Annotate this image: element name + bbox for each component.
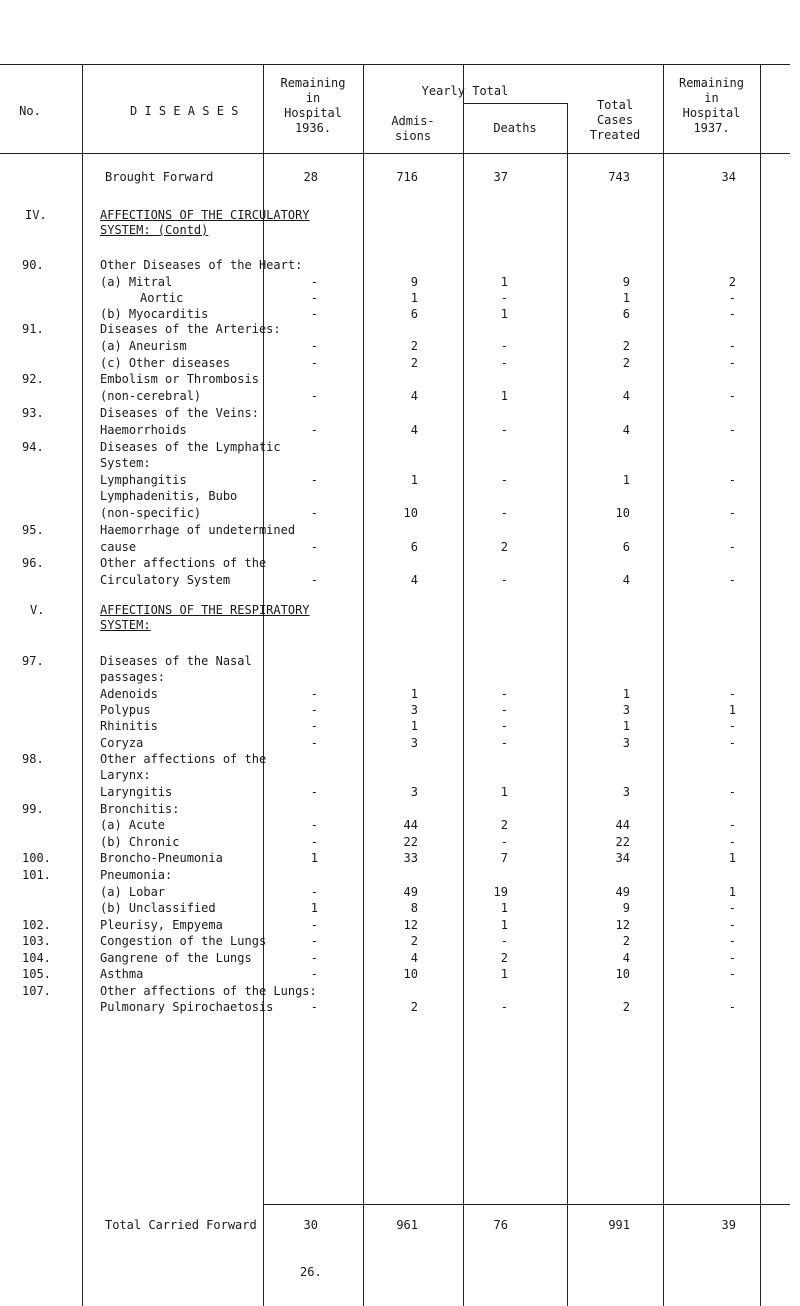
section-title: AFFECTIONS OF THE CIRCULATORY — [100, 208, 310, 222]
disease-value-col-4: 22 — [615, 835, 630, 849]
header-yearly-total: Yearly Total — [421, 84, 509, 98]
brought-forward-value-col-1: 28 — [303, 170, 318, 184]
disease-value-col-4: 1 — [622, 291, 630, 305]
col-divider-3 — [463, 64, 464, 1306]
disease-value-col-5: - — [728, 573, 736, 587]
disease-value-col-3: - — [500, 506, 508, 520]
row-number: 101. — [22, 868, 51, 882]
disease-label: Lymphangitis — [100, 473, 187, 487]
row-number: 104. — [22, 951, 51, 965]
disease-value-col-4: 2 — [622, 1000, 630, 1014]
disease-value-col-1: - — [310, 703, 318, 717]
disease-value-col-1: - — [310, 307, 318, 321]
disease-value-col-1: - — [310, 687, 318, 701]
disease-label: (b) Myocarditis — [100, 307, 209, 321]
disease-label: Rhinitis — [100, 719, 158, 733]
col-divider-1 — [82, 64, 83, 1306]
disease-label: (a) Aneurism — [100, 339, 187, 353]
disease-value-col-2: 3 — [410, 736, 418, 750]
disease-value-col-3: - — [500, 1000, 508, 1014]
section-subtitle: SYSTEM: — [100, 618, 151, 632]
page-number: 26. — [300, 1265, 322, 1279]
disease-value-col-1: - — [310, 719, 318, 733]
disease-label: Pneumonia: — [100, 868, 173, 882]
disease-value-col-2: 2 — [410, 356, 418, 370]
carried-forward-value-col-1: 30 — [303, 1218, 318, 1232]
disease-value-col-5: - — [728, 473, 736, 487]
disease-value-col-5: - — [728, 934, 736, 948]
disease-value-col-4: 4 — [622, 389, 630, 403]
disease-label: Bronchitis: — [100, 802, 180, 816]
header-total-cases-line: Cases — [596, 113, 634, 127]
row-number: 102. — [22, 918, 51, 932]
disease-value-col-1: - — [310, 473, 318, 487]
disease-value-col-1: - — [310, 339, 318, 353]
disease-value-col-2: 3 — [410, 703, 418, 717]
header-total-cases — [567, 98, 663, 143]
row-number: 90. — [22, 258, 44, 272]
disease-value-col-1: - — [310, 506, 318, 520]
disease-value-col-5: - — [728, 1000, 736, 1014]
disease-label: Diseases of the Lymphatic — [100, 440, 281, 454]
disease-value-col-1: - — [310, 291, 318, 305]
disease-label: Haemorrhage of undetermined — [100, 523, 296, 537]
disease-value-col-3: - — [500, 291, 508, 305]
section-number: IV. — [25, 208, 47, 222]
row-number: 95. — [22, 523, 44, 537]
disease-value-col-3: 19 — [493, 885, 508, 899]
header-remaining-1936-line: 1936. — [294, 121, 332, 135]
disease-label: Circulatory System — [100, 573, 231, 587]
disease-label: Other affections of the — [100, 556, 267, 570]
col-divider-5 — [363, 64, 364, 1306]
table-top-border — [0, 64, 790, 65]
disease-value-col-4: 2 — [622, 339, 630, 353]
row-number: 96. — [22, 556, 44, 570]
disease-value-col-1: - — [310, 818, 318, 832]
disease-value-col-3: 2 — [500, 818, 508, 832]
disease-value-col-2: 10 — [403, 506, 418, 520]
disease-value-col-2: 2 — [410, 934, 418, 948]
disease-value-col-4: 4 — [622, 573, 630, 587]
disease-value-col-2: 2 — [410, 339, 418, 353]
disease-label: Diseases of the Nasal — [100, 654, 252, 668]
disease-value-col-4: 1 — [622, 473, 630, 487]
disease-value-col-1: - — [310, 389, 318, 403]
header-remaining-1937-line: Hospital — [682, 106, 741, 120]
disease-value-col-3: - — [500, 719, 508, 733]
disease-label: (a) Mitral — [100, 275, 173, 289]
header-admissions-line: sions — [394, 129, 432, 143]
row-number: 97. — [22, 654, 44, 668]
row-number: 93. — [22, 406, 44, 420]
disease-value-col-1: - — [310, 785, 318, 799]
disease-value-col-1: - — [310, 573, 318, 587]
header-deaths: Deaths — [493, 121, 537, 135]
disease-value-col-5: - — [728, 307, 736, 321]
header-remaining-1936-line: Remaining — [280, 76, 346, 90]
disease-label: Haemorrhoids — [100, 423, 187, 437]
header-total-cases-line: Total — [596, 98, 634, 112]
disease-value-col-4: 3 — [622, 703, 630, 717]
disease-label: Lymphadenitis, Bubo — [100, 489, 238, 503]
section-subtitle: SYSTEM: (Contd) — [100, 223, 209, 237]
disease-label: (a) Lobar — [100, 885, 166, 899]
disease-value-col-5: - — [728, 719, 736, 733]
header-bottom-border — [0, 153, 790, 154]
col-divider-2 — [263, 64, 264, 1306]
disease-label: Diseases of the Veins: — [100, 406, 259, 420]
disease-value-col-4: 34 — [615, 851, 630, 865]
disease-value-col-3: 2 — [500, 951, 508, 965]
header-no: No. — [19, 104, 41, 118]
disease-value-col-5: - — [728, 389, 736, 403]
disease-value-col-4: 6 — [622, 540, 630, 554]
disease-value-col-3: 1 — [500, 785, 508, 799]
disease-value-col-5: - — [728, 835, 736, 849]
disease-value-col-2: 33 — [403, 851, 418, 865]
disease-value-col-5: - — [728, 506, 736, 520]
disease-value-col-4: 4 — [622, 951, 630, 965]
disease-value-col-3: 7 — [500, 851, 508, 865]
disease-value-col-1: - — [310, 918, 318, 932]
disease-value-col-4: 1 — [622, 719, 630, 733]
disease-value-col-4: 6 — [622, 307, 630, 321]
row-number: 92. — [22, 372, 44, 386]
disease-value-col-1: - — [310, 951, 318, 965]
disease-label: Diseases of the Arteries: — [100, 322, 281, 336]
header-admissions-line: Admis- — [391, 114, 435, 128]
section-number: V. — [30, 603, 45, 617]
disease-value-col-5: - — [728, 540, 736, 554]
row-number: 91. — [22, 322, 44, 336]
header-remaining-1937-line: 1937. — [693, 121, 730, 135]
row-number: 103. — [22, 934, 51, 948]
disease-value-col-1: 1 — [310, 901, 318, 915]
carried-forward-value-col-4: 991 — [608, 1218, 630, 1232]
disease-label: Broncho-Pneumonia — [100, 851, 223, 865]
disease-label: Coryza — [100, 736, 144, 750]
disease-value-col-5: - — [728, 339, 736, 353]
disease-value-col-4: 2 — [622, 934, 630, 948]
header-remaining-1937-line: Remaining — [678, 76, 745, 90]
disease-value-col-2: 6 — [410, 540, 418, 554]
disease-value-col-4: 10 — [615, 506, 630, 520]
disease-value-col-2: 10 — [403, 967, 418, 981]
disease-value-col-2: 4 — [410, 951, 418, 965]
disease-value-col-4: 12 — [615, 918, 630, 932]
carried-forward-label: Total Carried Forward — [105, 1218, 257, 1232]
disease-label: Pulmonary Spirochaetosis — [100, 1000, 274, 1014]
disease-value-col-5: 1 — [728, 703, 736, 717]
disease-value-col-3: - — [500, 473, 508, 487]
disease-value-col-2: 9 — [410, 275, 418, 289]
row-number: 98. — [22, 752, 44, 766]
disease-value-col-3: - — [500, 835, 508, 849]
disease-value-col-2: 4 — [410, 573, 418, 587]
disease-value-col-5: - — [728, 736, 736, 750]
brought-forward-value-col-5: 34 — [721, 170, 736, 184]
disease-value-col-1: - — [310, 835, 318, 849]
disease-label: passages: — [100, 670, 166, 684]
disease-value-col-5: - — [728, 291, 736, 305]
disease-label: Congestion of the Lungs — [100, 934, 267, 948]
disease-value-col-5: 1 — [728, 851, 736, 865]
disease-label: (b) Chronic — [100, 835, 180, 849]
disease-value-col-1: - — [310, 885, 318, 899]
disease-value-col-2: 2 — [410, 1000, 418, 1014]
disease-label: Adenoids — [100, 687, 158, 701]
disease-value-col-1: - — [310, 736, 318, 750]
disease-label: (a) Acute — [100, 818, 166, 832]
brought-forward-value-col-4: 743 — [608, 170, 630, 184]
disease-value-col-2: 4 — [410, 389, 418, 403]
disease-label: Gangrene of the Lungs — [100, 951, 252, 965]
disease-value-col-5: - — [728, 423, 736, 437]
header-remaining-1936 — [263, 76, 363, 136]
disease-value-col-1: 1 — [310, 851, 318, 865]
col-divider-7 — [760, 64, 761, 1306]
disease-value-col-3: - — [500, 573, 508, 587]
disease-label: Other affections of the Lungs: — [100, 984, 317, 998]
disease-value-col-2: 1 — [410, 291, 418, 305]
disease-label: Larynx: — [100, 768, 151, 782]
disease-value-col-1: - — [310, 423, 318, 437]
disease-value-col-2: 22 — [403, 835, 418, 849]
disease-value-col-3: 1 — [500, 901, 508, 915]
header-remaining-1937-line: in — [704, 91, 719, 105]
row-number: 99. — [22, 802, 44, 816]
row-number: 105. — [22, 967, 51, 981]
disease-label: (non-cerebral) — [100, 389, 202, 403]
disease-value-col-2: 49 — [403, 885, 418, 899]
brought-forward-value-col-2: 716 — [396, 170, 418, 184]
disease-value-col-5: - — [728, 901, 736, 915]
disease-value-col-3: - — [500, 356, 508, 370]
disease-label: Embolism or Thrombosis — [100, 372, 259, 386]
carried-forward-value-col-5: 39 — [721, 1218, 736, 1232]
disease-value-col-3: - — [500, 703, 508, 717]
disease-label: (c) Other diseases — [100, 356, 231, 370]
disease-value-col-2: 1 — [410, 719, 418, 733]
disease-label: (b) Unclassified — [100, 901, 216, 915]
disease-value-col-1: - — [310, 1000, 318, 1014]
disease-value-col-2: 3 — [410, 785, 418, 799]
row-number: 100. — [22, 851, 51, 865]
disease-value-col-3: - — [500, 339, 508, 353]
yearly-total-divider — [463, 103, 567, 104]
header-remaining-1936-line: Hospital — [284, 106, 342, 120]
disease-value-col-1: - — [310, 356, 318, 370]
disease-label: Asthma — [100, 967, 144, 981]
disease-value-col-4: 1 — [622, 687, 630, 701]
disease-value-col-2: 4 — [410, 423, 418, 437]
disease-label: Pleurisy, Empyema — [100, 918, 223, 932]
disease-value-col-1: - — [310, 275, 318, 289]
disease-value-col-4: 10 — [615, 967, 630, 981]
disease-value-col-4: 3 — [622, 736, 630, 750]
disease-value-col-3: 1 — [500, 389, 508, 403]
row-number: 94. — [22, 440, 44, 454]
disease-value-col-5: - — [728, 967, 736, 981]
total-separator — [263, 1204, 790, 1205]
disease-label: cause — [100, 540, 137, 554]
carried-forward-value-col-2: 961 — [396, 1218, 418, 1232]
disease-value-col-5: - — [728, 951, 736, 965]
disease-value-col-2: 12 — [403, 918, 418, 932]
disease-value-col-2: 1 — [410, 687, 418, 701]
disease-label: (non-specific) — [100, 506, 202, 520]
disease-value-col-2: 44 — [403, 818, 418, 832]
disease-value-col-3: - — [500, 423, 508, 437]
disease-value-col-4: 9 — [622, 901, 630, 915]
col-divider-6 — [663, 64, 664, 1306]
disease-value-col-5: - — [728, 785, 736, 799]
disease-label: Laryngitis — [100, 785, 173, 799]
disease-value-col-5: - — [728, 818, 736, 832]
disease-value-col-1: - — [310, 540, 318, 554]
disease-value-col-4: 4 — [622, 423, 630, 437]
col-divider-4 — [567, 103, 568, 1306]
disease-value-col-1: - — [310, 934, 318, 948]
disease-value-col-4: 44 — [615, 818, 630, 832]
disease-value-col-2: 6 — [410, 307, 418, 321]
disease-label: Other Diseases of the Heart: — [100, 258, 303, 272]
disease-value-col-3: - — [500, 934, 508, 948]
disease-value-col-4: 49 — [615, 885, 630, 899]
disease-value-col-2: 8 — [410, 901, 418, 915]
disease-value-col-3: 1 — [500, 275, 508, 289]
disease-value-col-3: 1 — [500, 918, 508, 932]
disease-value-col-1: - — [310, 967, 318, 981]
header-admissions — [363, 114, 463, 144]
row-number: 107. — [22, 984, 51, 998]
disease-value-col-3: - — [500, 736, 508, 750]
disease-value-col-5: - — [728, 918, 736, 932]
disease-value-col-3: 2 — [500, 540, 508, 554]
brought-forward-value-col-3: 37 — [493, 170, 508, 184]
section-title: AFFECTIONS OF THE RESPIRATORY — [100, 603, 310, 617]
header-remaining-1936-line: in — [305, 91, 321, 105]
header-diseases: D I S E A S E S — [130, 104, 239, 118]
disease-value-col-4: 9 — [622, 275, 630, 289]
disease-value-col-3: 1 — [500, 307, 508, 321]
disease-value-col-5: - — [728, 356, 736, 370]
brought-forward-label: Brought Forward — [105, 170, 214, 184]
disease-label: Other affections of the — [100, 752, 267, 766]
disease-value-col-5: - — [728, 687, 736, 701]
disease-label: System: — [100, 456, 151, 470]
disease-value-col-4: 2 — [622, 356, 630, 370]
disease-value-col-2: 1 — [410, 473, 418, 487]
disease-value-col-4: 3 — [622, 785, 630, 799]
disease-value-col-3: 1 — [500, 967, 508, 981]
disease-value-col-5: 1 — [728, 885, 736, 899]
disease-label: Polypus — [100, 703, 151, 717]
disease-value-col-5: 2 — [728, 275, 736, 289]
disease-value-col-3: - — [500, 687, 508, 701]
disease-label: Aortic — [140, 291, 184, 305]
header-total-cases-line: Treated — [589, 128, 641, 142]
carried-forward-value-col-3: 76 — [493, 1218, 508, 1232]
header-remaining-1937 — [663, 76, 760, 136]
